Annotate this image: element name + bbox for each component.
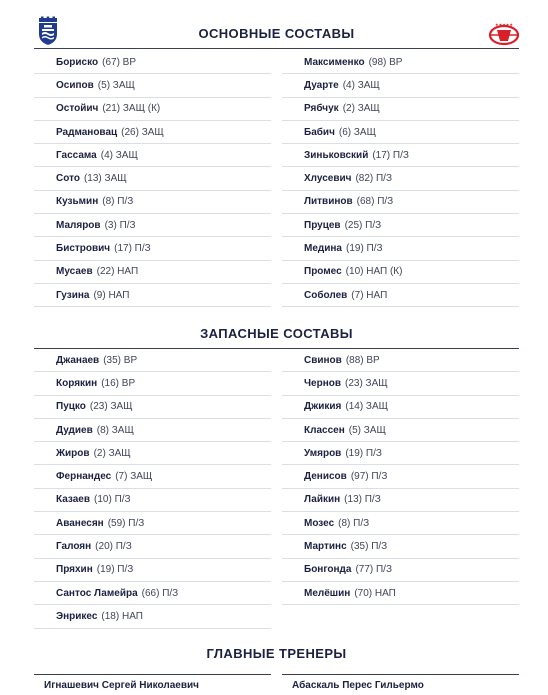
player-name: Бабич: [304, 126, 335, 138]
player-row: [282, 237, 519, 260]
player-row: [282, 98, 519, 121]
player-name: Умяров: [304, 447, 342, 459]
player-row: [282, 396, 519, 419]
player-name: Сантос Ламейра: [56, 587, 138, 599]
player-name: Свинов: [304, 354, 342, 366]
player-name: Пруцев: [304, 219, 341, 231]
player-number-position: (23) ЗАЩ: [345, 377, 388, 389]
player-number-position: (66) П/З: [141, 587, 179, 599]
player-name: Сото: [56, 173, 80, 185]
player-number-position: (7) НАП: [351, 289, 388, 301]
player-name: Дуарте: [304, 79, 339, 91]
player-row: [282, 121, 519, 144]
player-name: Мусаев: [56, 266, 93, 278]
player-number-position: (4) ЗАЩ: [100, 149, 138, 161]
player-row: [282, 489, 519, 512]
player-name: Остойич: [56, 103, 99, 115]
player-row: [34, 372, 271, 395]
player-name: Хлусевич: [304, 173, 352, 185]
player-row: [34, 261, 271, 284]
player-name: Чернов: [304, 377, 341, 389]
player-name: Соболев: [304, 289, 348, 301]
player-name: Галоян: [56, 541, 92, 553]
player-number-position: (13) П/З: [344, 494, 381, 506]
player-row: [34, 74, 271, 97]
home-starting-list: [34, 51, 271, 307]
player-row: [282, 465, 519, 488]
player-number-position: (19) П/З: [345, 447, 382, 459]
home-subs-list: [34, 349, 271, 629]
player-number-position: (4) ЗАЩ: [342, 79, 380, 91]
player-row: [34, 191, 271, 214]
player-name: Дудиев: [56, 424, 93, 436]
player-number-position: (21) ЗАЩ (К): [102, 103, 161, 115]
player-row: [282, 582, 519, 605]
player-name: Бонгонда: [304, 564, 352, 576]
player-row: [282, 419, 519, 442]
player-number-position: (19) П/З: [346, 243, 383, 255]
player-number-position: (3) П/З: [104, 219, 136, 231]
player-row: [34, 489, 271, 512]
player-number-position: (35) ВР: [103, 354, 138, 366]
player-number-position: (2) ЗАЩ: [342, 103, 380, 115]
player-number-position: (35) П/З: [350, 541, 388, 553]
player-row: [282, 349, 519, 372]
player-name: Радмановац: [56, 126, 118, 138]
player-number-position: (8) П/З: [338, 517, 370, 529]
player-row: [34, 396, 271, 419]
player-name: Кузьмин: [56, 196, 99, 208]
player-number-position: (8) ЗАЩ: [96, 424, 134, 436]
player-row: [34, 167, 271, 190]
player-name: Мартинс: [304, 541, 347, 553]
player-row: [282, 214, 519, 237]
away-subs-list: [282, 349, 519, 605]
player-number-position: (70) НАП: [354, 587, 396, 599]
player-row: [34, 582, 271, 605]
baltika-crest-icon: [36, 16, 60, 51]
player-name: Классен: [304, 424, 345, 436]
player-name: Мелёшин: [304, 587, 351, 599]
player-row: [282, 535, 519, 558]
player-row: [282, 74, 519, 97]
player-number-position: (82) П/З: [355, 173, 393, 185]
starting-lineups-header: [34, 19, 519, 49]
coaches-title: ГЛАВНЫЕ ТРЕНЕРЫ: [206, 646, 347, 661]
player-row: [282, 144, 519, 167]
player-name: Максименко: [304, 56, 365, 68]
player-number-position: (22) НАП: [96, 266, 139, 278]
svg-text:★★★★★: ★★★★★: [495, 22, 513, 27]
player-name: Пуцко: [56, 401, 86, 413]
player-row: [34, 559, 271, 582]
spartak-crest-icon: [488, 22, 520, 51]
player-name: Гассама: [56, 149, 97, 161]
player-name: Жиров: [56, 447, 90, 459]
player-number-position: (77) П/З: [355, 564, 393, 576]
player-row: [34, 419, 271, 442]
player-number-position: (59) П/З: [107, 517, 145, 529]
starting-lineups-title: ОСНОВНЫЕ СОСТАВЫ: [198, 26, 355, 41]
player-row: [34, 284, 271, 307]
player-row: [34, 465, 271, 488]
player-number-position: (10) П/З: [94, 494, 131, 506]
player-number-position: (14) ЗАЩ: [345, 401, 389, 413]
player-name: Бистрович: [56, 243, 111, 255]
player-row: [282, 191, 519, 214]
player-name: Лайкин: [304, 494, 341, 506]
coaches-header: [34, 639, 519, 669]
player-name: Пряхин: [56, 564, 93, 576]
player-number-position: (18) НАП: [101, 610, 143, 622]
player-number-position: (6) ЗАЩ: [338, 126, 376, 138]
player-row: [282, 167, 519, 190]
player-number-position: (26) ЗАЩ: [121, 126, 164, 138]
player-number-position: (5) ЗАЩ: [348, 424, 386, 436]
player-name: Джикия: [304, 401, 342, 413]
player-name: Аванесян: [56, 517, 104, 529]
substitutes-header: [34, 319, 519, 349]
home-coach: [34, 674, 271, 695]
player-row: [282, 51, 519, 74]
player-name: Бориско: [56, 56, 99, 68]
player-number-position: (25) П/З: [344, 219, 382, 231]
player-row: [34, 535, 271, 558]
player-name: Зиньковский: [304, 149, 369, 161]
player-name: Энрикес: [56, 610, 98, 622]
player-number-position: (19) П/З: [96, 564, 134, 576]
away-coach: [282, 674, 519, 695]
player-name: Джанаев: [56, 354, 100, 366]
player-row: [34, 442, 271, 465]
player-number-position: (17) П/З: [114, 243, 151, 255]
player-name: Маляров: [56, 219, 101, 231]
away-coach-name: Абаскаль Перес Гильермо: [292, 679, 424, 691]
divider: [34, 48, 519, 49]
player-name: Рябчук: [304, 103, 339, 115]
player-row: [282, 372, 519, 395]
player-number-position: (16) ВР: [101, 377, 136, 389]
player-number-position: (2) ЗАЩ: [93, 447, 131, 459]
player-row: [34, 98, 271, 121]
player-number-position: (67) ВР: [102, 56, 137, 68]
player-name: Осипов: [56, 79, 94, 91]
player-row: [282, 442, 519, 465]
player-row: [282, 284, 519, 307]
player-row: [34, 214, 271, 237]
player-number-position: (20) П/З: [95, 541, 132, 553]
player-name: Казаев: [56, 494, 91, 506]
player-name: Промес: [304, 266, 342, 278]
player-number-position: (98) ВР: [368, 56, 403, 68]
player-number-position: (17) П/З: [372, 149, 409, 161]
player-row: [34, 51, 271, 74]
player-number-position: (7) ЗАЩ: [115, 471, 153, 483]
player-row: [282, 261, 519, 284]
away-starting-list: [282, 51, 519, 307]
player-number-position: (88) ВР: [345, 354, 380, 366]
player-row: [34, 237, 271, 260]
player-row: [34, 144, 271, 167]
substitutes-title: ЗАПАСНЫЕ СОСТАВЫ: [200, 326, 353, 341]
player-number-position: (9) НАП: [93, 289, 130, 301]
player-row: [282, 512, 519, 535]
player-name: Фернандес: [56, 471, 112, 483]
player-number-position: (5) ЗАЩ: [97, 79, 135, 91]
player-number-position: (10) НАП (К): [345, 266, 403, 278]
player-name: Гузина: [56, 289, 90, 301]
player-name: Медина: [304, 243, 342, 255]
player-row: [34, 121, 271, 144]
player-name: Литвинов: [304, 196, 353, 208]
player-number-position: (8) П/З: [102, 196, 134, 208]
player-row: [34, 349, 271, 372]
player-name: Корякин: [56, 377, 98, 389]
player-number-position: (23) ЗАЩ: [89, 401, 133, 413]
player-row: [34, 605, 271, 628]
player-number-position: (13) ЗАЩ: [83, 173, 127, 185]
home-coach-name: Игнашевич Сергей Николаевич: [44, 679, 199, 691]
player-number-position: (97) П/З: [350, 471, 388, 483]
player-name: Мозес: [304, 517, 335, 529]
player-name: Денисов: [304, 471, 347, 483]
player-row: [34, 512, 271, 535]
player-row: [282, 559, 519, 582]
player-number-position: (68) П/З: [356, 196, 394, 208]
